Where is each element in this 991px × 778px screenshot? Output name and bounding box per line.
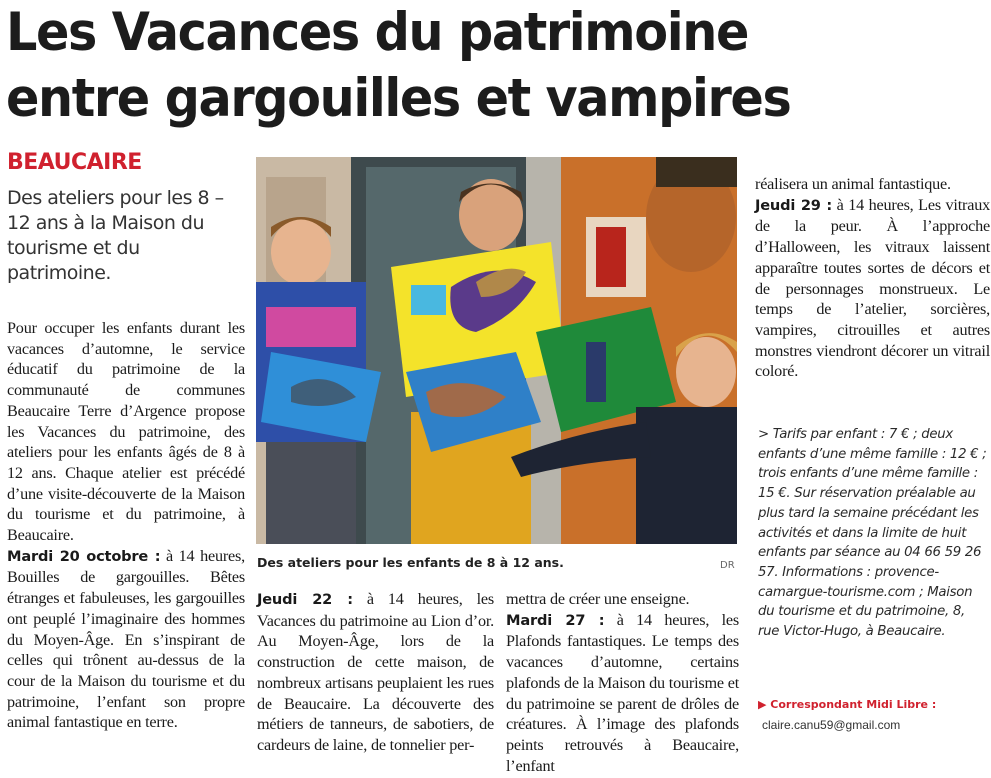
rubric-location: BEAUCAIRE <box>7 150 142 175</box>
date-lead: Jeudi 29 : <box>755 196 833 214</box>
correspondent-email: claire.canu59@gmail.com <box>762 718 901 732</box>
paragraph-jeudi-22 <box>257 589 494 756</box>
paragraph-text: à 14 heures, Bouilles de gargouilles. Bêtes étranges et fabuleuses, les gargouilles ont peuplé l’imaginaire des hommes du Moyen-Âge. En s’inspirant de celles qui trônent au-dessus de la cour de la Maison du tourisme et du patrimoine, l’enfant son propre animal fantastique en terre. <box>7 546 245 732</box>
paragraph-jeudi-29 <box>755 195 990 382</box>
photo-children-workshop <box>256 157 737 544</box>
paragraph-mardi-20 <box>7 546 245 733</box>
photo-credit: DR <box>720 560 735 571</box>
standfirst: Des ateliers pour les 8 – 12 ans à la Maison du tourisme et du patrimoine. <box>7 187 224 284</box>
article-column-3 <box>506 589 739 776</box>
paragraph-text: à 14 heures, les Vacances du patrimoine au Lion d’or. Au Moyen-Âge, lors de la construction de cette maison, de nombreux artisans peuplaient les rues de Beaucaire. La découverte des métiers de tanneurs, de sabotiers, de cardeurs de laine, de tonnelier per- <box>257 590 494 754</box>
date-lead: Mardi 27 : <box>506 611 605 629</box>
article-column-1 <box>7 318 245 733</box>
headline-line-2: entre gargouilles et vampires <box>6 68 791 129</box>
article-photo <box>256 157 737 544</box>
headline <box>6 0 917 132</box>
article-column-2 <box>257 589 494 756</box>
intro-paragraph: Pour occuper les enfants durant les vacances d’automne, le service éducatif du patrimoine de la communauté de communes Beaucaire Terre d’Argence propose les Vacances du patrimoine, des ateliers pour les enfants âgés de 8 à 12 ans. Chaque atelier est précédé d’une visite-découverte de la Maison du tourisme et du patrimoine, à Beaucaire. <box>7 319 245 545</box>
paragraph-text: à 14 heures, les Plafonds fantastiques. Le temps des vacances d’automne, certains plafonds de la Maison du tourisme et du patrimoine se parent de drôles de créatures. À l’image des plafonds peints retrouvés à Beaucaire, l’enfant <box>506 610 739 775</box>
paragraph-mardi-27 <box>506 610 739 777</box>
paragraph-continuation: mettra de créer une enseigne. <box>506 590 690 608</box>
headline-line-1: Les Vacances du patrimoine <box>6 2 748 63</box>
paragraph-text: à 14 heures, Les vitraux de la peur. À l’approche d’Halloween, les vitraux laissent apparaître toutes sortes de décors et de personnages monstrueux. Le temps de l’atelier, sorcières, vampires, citrouilles et autres monstres viendront décorer un vitrail coloré. <box>755 195 990 381</box>
date-lead: Jeudi 22 : <box>257 591 353 608</box>
date-lead: Mardi 20 octobre : <box>7 547 161 565</box>
practical-info: > Tarifs par enfant : 7 € ; deux enfants d’une même famille : 12 € ; trois enfants d’une même famille : 15 €. Sur réservation préalable au plus tard la semaine précédant les activités et dans la limite de huit enfants par séance au 04 66 59 26 57. Informations : provence-camargue-tourisme.com ; Maison du tourisme et du patrimoine, 8, rue Victor-Hugo, à Beaucaire. <box>758 427 987 640</box>
paragraph-continuation: réalisera un animal fantastique. <box>755 175 951 193</box>
photo-caption: Des ateliers pour les enfants de 8 à 12 ans. <box>257 555 564 570</box>
correspondent-label: ▶ Correspondant Midi Libre : <box>758 698 937 711</box>
article-column-4 <box>755 174 990 382</box>
